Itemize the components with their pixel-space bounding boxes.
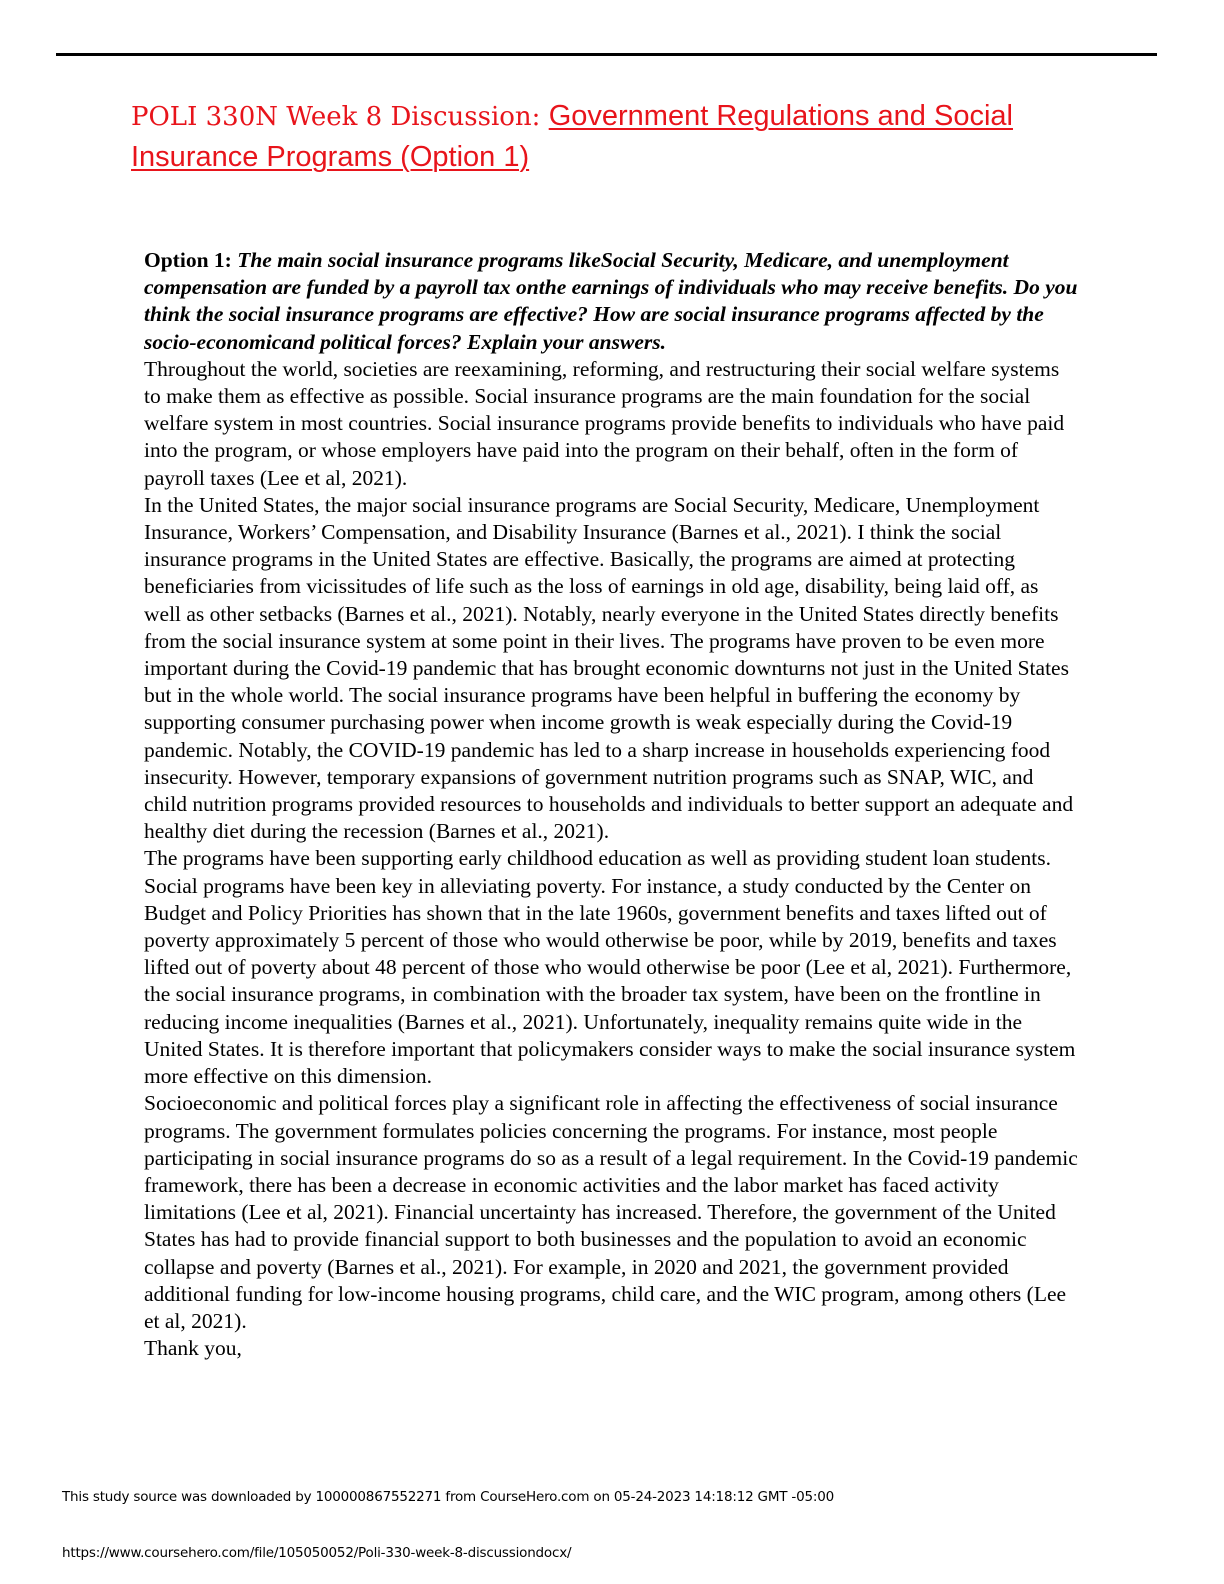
paragraph-forces: Socioeconomic and political forces play a significant role in affecting the effectiveness of social insurance programs. The government formulates policies concerning the programs. For instance, most people participating in social insurance programs do so as a result of a legal requirement. In the Covid-19 pandemic framework, there has been a decrease in economic activities and the labor market has faced activity limitations (Lee et al, 2021). Financial uncertainty has increased. Therefore, the government of the United States has had to provide financial support to both businesses and the population to avoid an economic collapse and poverty (Barnes et al., 2021). For example, in 2020 and 2021, the government provided additional funding for low-income housing programs, child care, and the WIC program, among others (Lee et al, 2021). xyxy=(144,1091,1078,1333)
document-title xyxy=(131,98,1091,180)
document-body xyxy=(144,247,1079,1362)
top-divider xyxy=(56,53,1157,56)
title-link[interactable]: Government Regulations and Social Insurance Programs (Option 1) xyxy=(131,100,1013,173)
title-prefix: POLI 330N Week 8 Discussion: xyxy=(131,102,549,132)
discussion-question xyxy=(144,247,1079,356)
paragraph-poverty: The programs have been supporting early childhood education as well as providing student loan students. Social programs have been key in alleviating poverty. For instance, a study conducted by the Center on Budget and Policy Priorities has shown that in the late 1960s, government benefits and taxes lifted out of poverty approximately 5 percent of those who would otherwise be poor, while by 2019, benefits and taxes lifted out of poverty about 48 percent of those who would otherwise be poor (Lee et al, 2021). Furthermore, the social insurance programs, in combination with the broader tax system, have been on the frontline in reducing income inequalities (Barnes et al., 2021). Unfortunately, inequality remains quite wide in the United States. It is therefore important that policymakers consider ways to make the social insurance system more effective on this dimension. xyxy=(144,846,1076,1089)
paragraph-us-programs: In the United States, the major social insurance programs are Social Security, Medicare, Unemployment Insurance, Workers’ Compensation, and Disability Insurance (Barnes et al., 2021). I think the social insurance programs in the United States are effective. Basically, the programs are aimed at protecting beneficiaries from vicissitudes of life such as the loss of earnings in old age, disability, being laid off, as well as other setbacks (Barnes et al., 2021). Notably, nearly everyone in the United States directly benefits from the social insurance system at some point in their lives. The programs have proven to be even more important during the Covid-19 pandemic that has brought economic downturns not just in the United States but in the whole world. The social insurance programs have been helpful in buffering the economy by supporting consumer purchasing power when income growth is weak especially during the Covid-19 pandemic. Notably, the COVID-19 pandemic has led to a sharp increase in households experiencing food insecurity. However, temporary expansions of government nutrition programs such as SNAP, WIC, and child nutrition programs provided resources to households and individuals to better support an adequate and healthy diet during the recession (Barnes et al., 2021). xyxy=(144,492,1074,844)
question-label: Option 1: xyxy=(144,248,238,272)
download-source-note: This study source was downloaded by 100000867552271 from CourseHero.com on 05-24-2023 14:18:12 GMT -05:00 xyxy=(62,1489,834,1505)
closing-line: Thank you, xyxy=(144,1336,242,1361)
source-url[interactable]: https://www.coursehero.com/file/105050052/Poli-330-week-8-discussiondocx/ xyxy=(62,1545,572,1561)
question-text: The main social insurance programs likeSocial Security, Medicare, and unemployment compensation are funded by a payroll tax onthe earnings of individuals who may receive benefits. Do you think the social insurance programs are effective? How are social insurance programs affected by the socio-economicand political forces? Explain your answers. xyxy=(144,248,1078,354)
paragraph-intro: Throughout the world, societies are reexamining, reforming, and restructuring their social welfare systems to make them as effective as possible. Social insurance programs are the main foundation for the social welfare system in most countries. Social insurance programs provide benefits to individuals who have paid into the program, or whose employers have paid into the program on their behalf, often in the form of payroll taxes (Lee et al, 2021). xyxy=(144,356,1065,490)
